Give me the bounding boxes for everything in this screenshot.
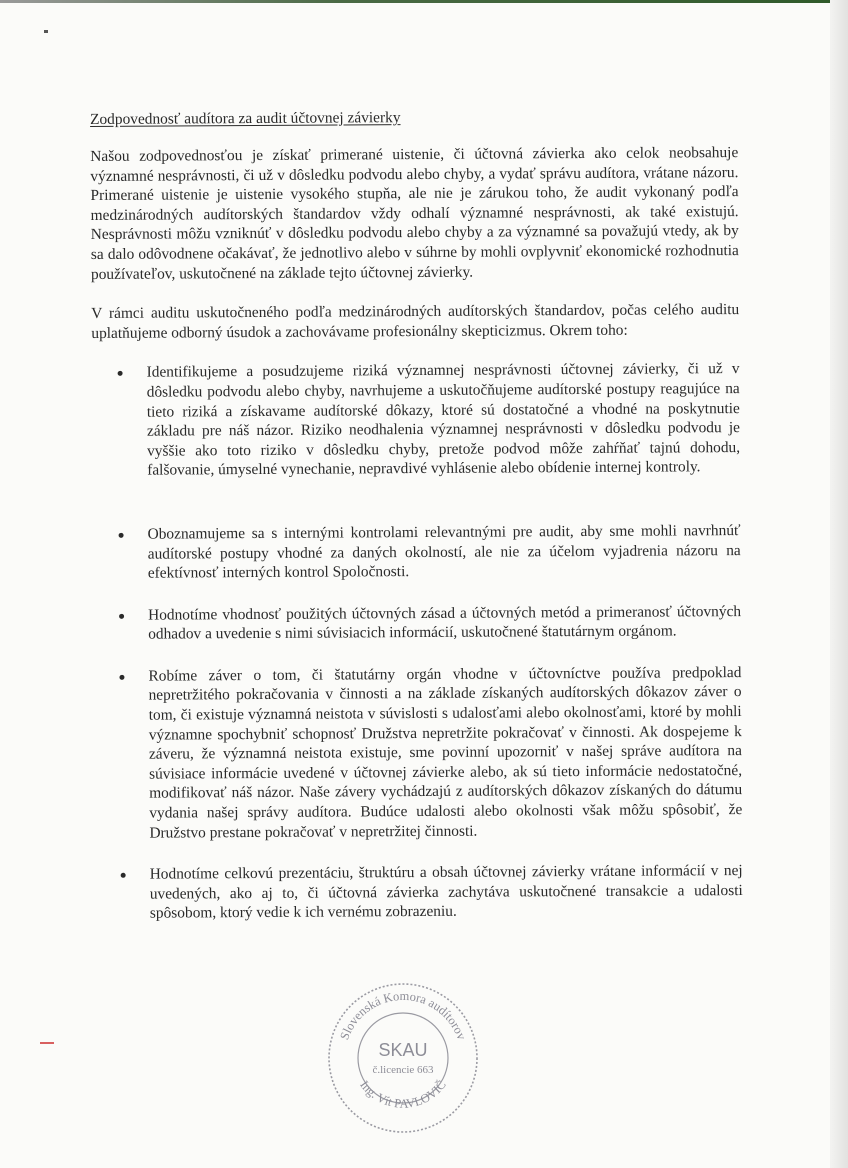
document-page — [90, 107, 743, 946]
bullet-icon — [118, 371, 123, 376]
stamp-outer-bottom-text: Ing. Vít PAVLOVIČ — [357, 1077, 449, 1111]
list-item — [93, 663, 742, 843]
scan-speck — [44, 30, 48, 33]
list-item — [95, 861, 743, 924]
bullet-icon — [121, 873, 126, 878]
bullet-icon — [119, 533, 124, 538]
scan-red-mark — [40, 1042, 54, 1044]
paragraph-responsibility: Našou zodpovednosťou je získať primerané uistenie, či účtovná závierka ako celok neobsahuje významné nesprávnosti, či už v dôsledku podvodu alebo chyby, a vydať správu audítora, vrátane názoru. Primerané uistenie je uistenie vysokého stupňa, ale nie je zárukou toho, že audit vykonaný podľa medzinárodných audítorských štandardov vždy odhalí významné nesprávnosti, ak také existujú. Nesprávnosti môžu vzniknúť v dôsledku podvodu alebo chyby a za významné sa považujú vtedy, ak by sa dalo odôvodnene očakávať, že jednotlivo alebo v súhrne by mohli ovplyvniť ekonomické rozhodnutia používateľov, uskutočnené na základe tejto účtovnej závierky. — [90, 144, 739, 283]
list-item-text: Identifikujeme a posudzujeme riziká významnej nesprávnosti účtovnej závierky, či už v dôsledku podvodu alebo chyby, navrhujeme a uskutočňujeme audítorské postupy reagujúce na tieto riziká a získavame audítorské dôkazy, ktoré sú dostatočné a vhodné na poskytnutie základu pre náš názor. Riziko neodhalenia významnej nesprávnosti v dôsledku podvodu je vyššie ako toto riziko v dôsledku chyby, pretože podvod môže zahŕňať tajnú dohodu, falšovanie, úmyselné vynechanie, nepravdivé vyhlásenie alebo obídenie internej kontroly. — [146, 360, 741, 479]
list-item-text: Oboznamujeme sa s internými kontrolami relevantnými pre audit, aby sme mohli navrhnúť audítorské postupy vhodné za daných okolností, ale nie za účelom vyjadrenia názoru na efektívnosť interných kontrol Spoločnosti. — [147, 521, 741, 582]
list-item — [92, 359, 741, 481]
list-item-text: Robíme záver o tom, či štatutárny orgán vhodne v účtovníctve používa predpoklad nepretržitého pokračovania v činnosti a na základe získaných audítorských dôkazov záver o tom, či existuje významná neistota v súvislosti s udalosťami alebo okolnosťami, ktoré by mohli významne spochybniť schopnosť Družstva nepretržite pokračovať v činnosti. Ak dospejeme k záveru, že významná neistota existuje, sme povinní upozorniť v našej správe audítora na súvisiace informácie uvedené v účtovnej závierke alebo, ak sú tieto informácie nedostatočné, modifikovať náš názor. Naše závery vychádzajú z audítorských dôkazov získaných do dátumu vydania našej správy audítora. Budúce udalosti alebo okolnosti však môžu spôsobiť, že Družstvo prestane pokračovať v nepretržitej činnosti. — [148, 663, 743, 842]
paragraph-audit-scope: V rámci auditu uskutočneného podľa medzinárodných audítorských štandardov, počas celého auditu uplatňujeme odborný úsudok a zachovávame profesionálny skepticizmus. Okrem toho: — [91, 301, 740, 342]
bullet-icon — [119, 675, 124, 680]
stamp-center-label: SKAU — [378, 1040, 428, 1060]
stamp-outer-top-text: Slovenská Komora audítorov — [337, 988, 469, 1042]
scan-top-edge — [0, 0, 848, 3]
list-item-text: Hodnotíme vhodnosť použitých účtovných zásad a účtovných metód a primeranosť účtovných odhadov a uvedenie s nimi súvisiacich informácií, uskutočnené štatutárnym orgánom. — [148, 602, 742, 643]
bullet-icon — [119, 613, 124, 618]
list-item — [93, 521, 741, 584]
bullet-list — [92, 359, 743, 924]
auditor-stamp-icon — [323, 978, 483, 1138]
list-item — [93, 602, 741, 645]
scan-right-edge — [830, 0, 848, 1168]
section-heading: Zodpovednosť audítora za audit účtovnej závierky — [90, 109, 401, 128]
list-item-text: Hodnotíme celkovú prezentáciu, štruktúru a obsah účtovnej závierky vrátane informácií v nej uvedených, ako aj to, či účtovná závierka zachytáva uskutočnené transakcie a udalosti spôsobom, ktorý vedie k ich vernému zobrazeniu. — [149, 862, 743, 923]
stamp-license: č.licencie 663 — [372, 1064, 434, 1076]
